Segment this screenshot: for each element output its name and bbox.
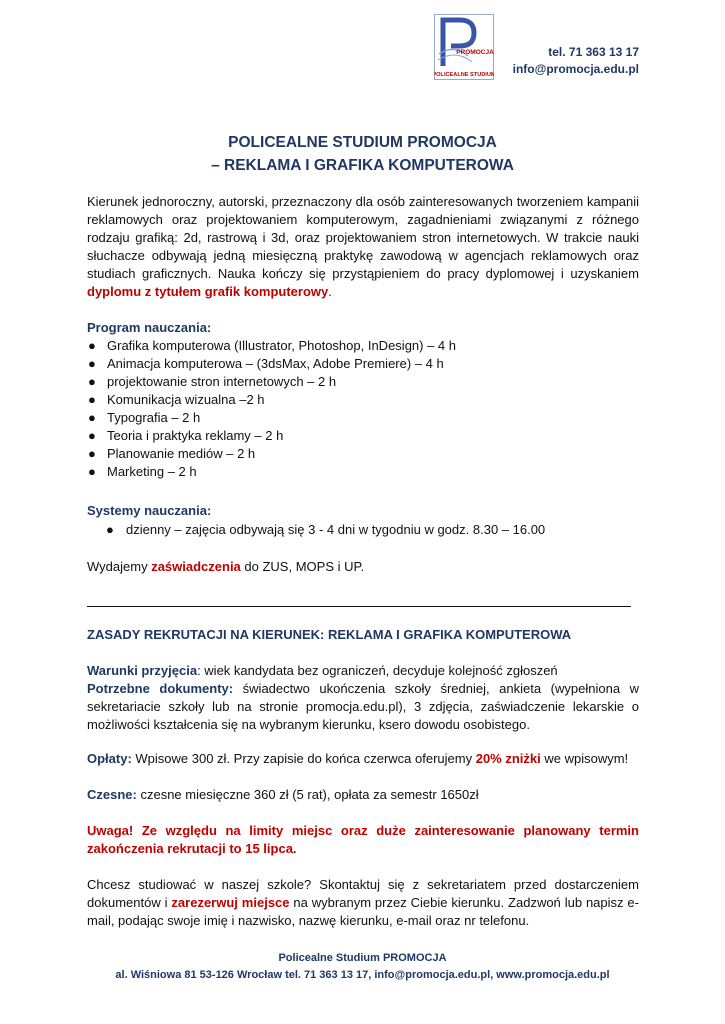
logo-brand-text: PROMOCJA: [456, 49, 494, 56]
intro-text: Kierunek jednoroczny, autorski, przeznaczony dla osób zainteresowanych tworzeniem kampanii reklamowych oraz projektowaniem komputerowym, zagadnieniami związanymi z różnego rodzaju grafiką: 2d, rastrową i 3d, oraz projektowaniem stron internetowych. W trakcie nauki słuchacze odbywają jedną miesięczną praktykę zawodową w agencjach reklamowych oraz studiach graficznych. Nauka kończy się przystąpieniem do pracy dyplomowej i uzyskaniem: [87, 194, 639, 281]
list-item: ● Komunikacja wizualna –2 h: [88, 392, 265, 407]
fees-highlight: 20% zniżki: [475, 751, 541, 766]
bullet-icon: ●: [88, 356, 96, 371]
intro-paragraph: [87, 193, 639, 301]
list-item: ● Teoria i praktyka reklamy – 2 h: [88, 428, 284, 443]
bullet-icon: ●: [88, 464, 96, 479]
program-heading: Program nauczania:: [87, 320, 212, 335]
systems-heading-block: [87, 502, 639, 520]
list-item: ● Grafika komputerowa (Illustrator, Photoshop, InDesign) – 4 h: [88, 338, 457, 353]
list-item: ● Animacja komputerowa – (3dsMax, Adobe Premiere) – 4 h: [88, 356, 444, 371]
systems-list-item: [106, 521, 545, 539]
program-section: [87, 319, 639, 481]
list-item: ● Planowanie mediów – 2 h: [88, 446, 256, 461]
contact-paragraph: Chcesz studiować w naszej szkole? Skontaktuj się z sekretariatem przed dostarczeniem dokumentów i zarezerwuj miejsce na wybranym przez Ciebie kierunku. Zadzwoń lub napisz e-mail, podając swoje imię i nazwisko, nazwę kierunku, e-mail oraz nr telefonu.: [87, 877, 639, 928]
recruitment-heading: ZASADY REKRUTACJI NA KIERUNEK: REKLAMA I GRAFIKA KOMPUTEROWA: [87, 627, 572, 642]
bullet-icon: ●: [88, 392, 96, 407]
list-item: ● Marketing – 2 h: [88, 464, 197, 479]
list-item: ● projektowanie stron internetowych – 2 h: [88, 374, 337, 389]
contact-highlight: zarezerwuj miejsce: [171, 895, 290, 910]
conditions-label: Warunki przyjęcia: [87, 663, 198, 678]
conditions-paragraph: Warunki przyjęcia: wiek kandydata bez ograniczeń, decyduje kolejność zgłoszeń Potrzebne dokumenty: świadectwo ukończenia szkoły średniej, ankieta (wypełniona w sekretariacie szkoły lub na stronie promocja.edu.pl), 3 zdjęcia, zaświadczenie lekarskie o możliwości kształcenia się na wybranym kierunku, ksero dowodu osobistego.: [87, 663, 640, 732]
program-list: [87, 337, 639, 481]
header-contact: [513, 44, 639, 78]
intro-end: .: [328, 284, 332, 299]
title-line-2: – REKLAMA I GRAFIKA KOMPUTEROWA: [211, 157, 514, 174]
certificates-line: Wydajemy zaświadczenia do ZUS, MOPS i UP.: [87, 559, 365, 574]
systems-item: dzienny – zajęcia odbywają się 3 - 4 dni w tygodniu w godz. 8.30 – 16.00: [126, 522, 546, 537]
school-logo: [434, 14, 494, 80]
tuition-label: Czesne:: [87, 787, 137, 802]
section-divider: [87, 606, 631, 607]
systems-heading: Systemy nauczania:: [87, 503, 212, 518]
deadline-warning: Uwaga! Ze względu na limity miejsc oraz duże zainteresowanie planowany termin zakończenia rekrutacji to 15 lipca.: [87, 823, 639, 856]
page-footer: [0, 950, 725, 984]
header-phone: tel. 71 363 13 17: [548, 45, 639, 59]
fees-line: Opłaty: Wpisowe 300 zł. Przy zapisie do końca czerwca oferujemy 20% zniżki we wpisowym!: [87, 751, 629, 766]
bullet-icon: ●: [88, 338, 96, 353]
documents-label: Potrzebne dokumenty:: [87, 681, 234, 696]
certificates-highlight: zaświadczenia: [151, 559, 241, 574]
list-item: ● Typografia – 2 h: [88, 410, 201, 425]
fees-label: Opłaty:: [87, 751, 132, 766]
title-line-1: POLICEALNE STUDIUM PROMOCJA: [228, 134, 497, 151]
tuition-line: Czesne: czesne miesięczne 360 zł (5 rat), opłata za semestr 1650zł: [87, 787, 479, 802]
logo-school-text: POLICEALNE STUDIUM: [434, 72, 494, 78]
header-email[interactable]: info@promocja.edu.pl: [512, 62, 639, 76]
bullet-icon: ●: [88, 374, 96, 389]
footer-school-name: Policealne Studium PROMOCJA: [278, 952, 447, 964]
bullet-icon: ●: [88, 446, 96, 461]
intro-highlight: dyplomu z tytułem grafik komputerowy: [87, 284, 329, 299]
footer-address: al. Wiśniowa 81 53-126 Wrocław tel. 71 363 13 17, info@promocja.edu.pl, www.promocja.edu.pl: [115, 969, 610, 981]
bullet-icon: ●: [88, 410, 96, 425]
page-title: [0, 131, 725, 177]
bullet-icon: ●: [106, 522, 114, 537]
bullet-icon: ●: [88, 428, 96, 443]
